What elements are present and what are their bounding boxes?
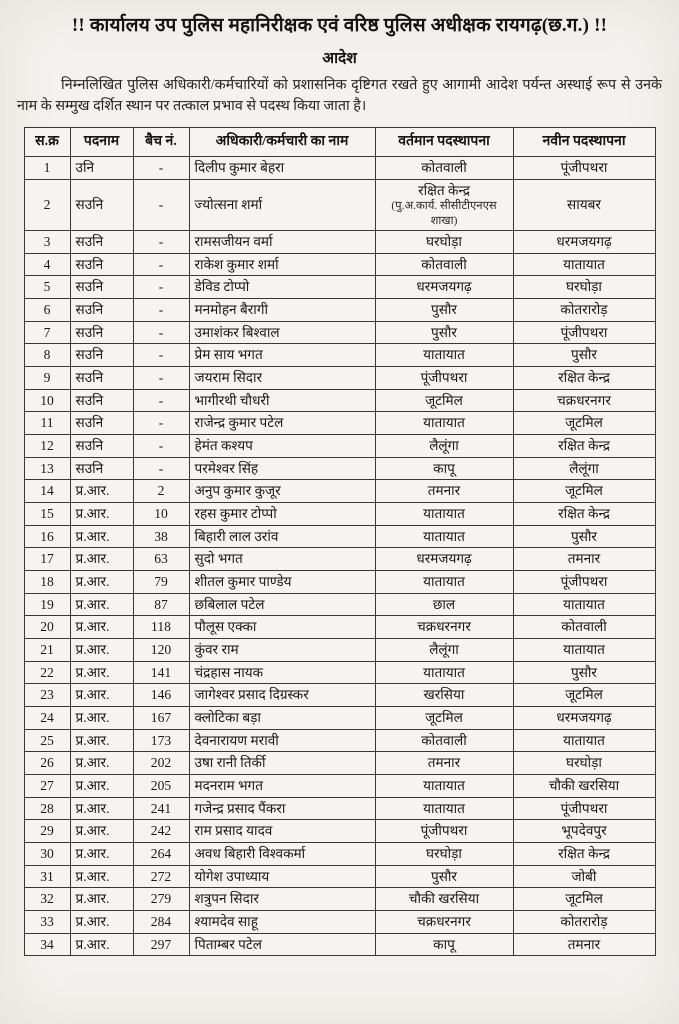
cell-name: मदनराम भगत <box>189 775 375 798</box>
table-row <box>24 457 655 480</box>
cell-serial: 20 <box>24 616 70 639</box>
cell-designation: सउनि <box>70 230 133 253</box>
cell-name: ज्योत्सना शर्मा <box>189 179 375 230</box>
cell-designation: प्र.आर. <box>70 888 133 911</box>
cell-new-posting: जूटमिल <box>513 684 655 707</box>
cell-serial: 34 <box>24 933 70 956</box>
cell-serial: 15 <box>24 502 70 525</box>
table-row <box>24 933 655 956</box>
cell-name: जागेश्वर प्रसाद दिग्रस्कर <box>189 684 375 707</box>
cell-name: योगेश उपाध्याय <box>189 865 375 888</box>
transfer-table-head <box>24 127 655 156</box>
cell-batch-number: 2 <box>133 480 189 503</box>
cell-designation: सउनि <box>70 344 133 367</box>
cell-designation: प्र.आर. <box>70 548 133 571</box>
cell-serial: 14 <box>24 480 70 503</box>
cell-new-posting: घरघोड़ा <box>513 752 655 775</box>
cell-new-posting: लैलूंगा <box>513 457 655 480</box>
cell-current-posting: लैलूंगा <box>375 639 513 662</box>
cell-new-posting: घरघोड़ा <box>513 276 655 299</box>
cell-new-posting: रक्षित केन्द्र <box>513 366 655 389</box>
table-row <box>24 480 655 503</box>
cell-new-posting: कोतरारोड़ <box>513 911 655 934</box>
cell-designation: प्र.आर. <box>70 593 133 616</box>
cell-current-posting: घरघोड़ा <box>375 843 513 866</box>
table-row <box>24 276 655 299</box>
cell-new-posting: धरमजयगढ़ <box>513 230 655 253</box>
cell-serial: 10 <box>24 389 70 412</box>
cell-designation: प्र.आर. <box>70 707 133 730</box>
cell-new-posting: पूंजीपथरा <box>513 321 655 344</box>
cell-batch-number: 146 <box>133 684 189 707</box>
cell-batch-number: 10 <box>133 502 189 525</box>
cell-current-posting: यातायात <box>375 412 513 435</box>
cell-serial: 25 <box>24 729 70 752</box>
cell-current-posting: पूंजीपथरा <box>375 366 513 389</box>
cell-name: राकेश कुमार शर्मा <box>189 253 375 276</box>
cell-name: शीतल कुमार पाण्डेय <box>189 570 375 593</box>
cell-batch-number: - <box>133 298 189 321</box>
cell-new-posting: कोतवाली <box>513 616 655 639</box>
cell-designation: सउनि <box>70 276 133 299</box>
cell-name: रहस कुमार टोप्पो <box>189 502 375 525</box>
cell-serial: 30 <box>24 843 70 866</box>
cell-current-posting-note: (पु.अ.कार्य. सीसीटीएनएस शाखा) <box>391 200 497 227</box>
table-row <box>24 593 655 616</box>
cell-serial: 17 <box>24 548 70 571</box>
cell-name: अनुप कुमार कुजूर <box>189 480 375 503</box>
cell-batch-number: - <box>133 457 189 480</box>
cell-name: बिहारी लाल उरांव <box>189 525 375 548</box>
table-row <box>24 752 655 775</box>
cell-new-posting: पुसौर <box>513 525 655 548</box>
cell-batch-number: - <box>133 179 189 230</box>
cell-current-posting: यातायात <box>375 344 513 367</box>
cell-current-posting: जूटमिल <box>375 389 513 412</box>
cell-batch-number: 297 <box>133 933 189 956</box>
cell-current-posting: पुसौर <box>375 321 513 344</box>
table-row <box>24 797 655 820</box>
cell-designation: उनि <box>70 157 133 180</box>
cell-serial: 8 <box>24 344 70 367</box>
cell-serial: 2 <box>24 179 70 230</box>
cell-designation: प्र.आर. <box>70 661 133 684</box>
cell-current-posting: चक्रधरनगर <box>375 911 513 934</box>
cell-designation: प्र.आर. <box>70 525 133 548</box>
table-row <box>24 298 655 321</box>
table-row <box>24 661 655 684</box>
cell-serial: 11 <box>24 412 70 435</box>
cell-batch-number: 87 <box>133 593 189 616</box>
cell-serial: 7 <box>24 321 70 344</box>
cell-designation: प्र.आर. <box>70 752 133 775</box>
cell-designation: प्र.आर. <box>70 729 133 752</box>
cell-new-posting: यातायात <box>513 253 655 276</box>
table-row <box>24 888 655 911</box>
cell-name: रामसजीयन वर्मा <box>189 230 375 253</box>
cell-new-posting: तमनार <box>513 933 655 956</box>
header-row <box>24 127 655 156</box>
cell-batch-number: - <box>133 389 189 412</box>
cell-batch-number: - <box>133 253 189 276</box>
cell-designation: प्र.आर. <box>70 639 133 662</box>
cell-serial: 18 <box>24 570 70 593</box>
cell-new-posting: सायबर <box>513 179 655 230</box>
cell-new-posting: पुसौर <box>513 344 655 367</box>
cell-current-posting: यातायात <box>375 570 513 593</box>
cell-serial: 1 <box>24 157 70 180</box>
order-heading: आदेश <box>322 50 357 67</box>
cell-batch-number: 141 <box>133 661 189 684</box>
cell-designation: प्र.आर. <box>70 570 133 593</box>
cell-name: देवनारायण मरावी <box>189 729 375 752</box>
cell-new-posting: जूटमिल <box>513 480 655 503</box>
cell-name: उषा रानी तिर्की <box>189 752 375 775</box>
cell-current-posting: लैलूंगा <box>375 434 513 457</box>
cell-current-posting: यातायात <box>375 525 513 548</box>
cell-new-posting: कोतरारोड़ <box>513 298 655 321</box>
table-row <box>24 684 655 707</box>
cell-serial: 19 <box>24 593 70 616</box>
table-row <box>24 157 655 180</box>
cell-name: भागीरथी चौधरी <box>189 389 375 412</box>
cell-name: उमाशंकर बिश्वाल <box>189 321 375 344</box>
cell-name: कुंवर राम <box>189 639 375 662</box>
cell-designation: प्र.आर. <box>70 797 133 820</box>
cell-batch-number: 167 <box>133 707 189 730</box>
cell-serial: 27 <box>24 775 70 798</box>
cell-current-posting: घरघोड़ा <box>375 230 513 253</box>
cell-name: जयराम सिदार <box>189 366 375 389</box>
document-title: !! कार्यालय उप पुलिस महानिरीक्षक एवं वरिष्ठ पुलिस अधीक्षक रायगढ़(छ.ग.) !! <box>71 15 608 36</box>
cell-name: गजेन्द्र प्रसाद पैंकरा <box>189 797 375 820</box>
cell-current-posting: कोतवाली <box>375 253 513 276</box>
cell-serial: 6 <box>24 298 70 321</box>
table-row <box>24 775 655 798</box>
cell-designation: सउनि <box>70 253 133 276</box>
cell-name: पौलूस एक्का <box>189 616 375 639</box>
column-header: वर्तमान पदस्थापना <box>375 127 513 156</box>
cell-batch-number: 241 <box>133 797 189 820</box>
cell-serial: 9 <box>24 366 70 389</box>
cell-name: प्रेम साय भगत <box>189 344 375 367</box>
cell-name: छबिलाल पटेल <box>189 593 375 616</box>
cell-current-posting: खरसिया <box>375 684 513 707</box>
cell-name: श्यामदेव साहू <box>189 911 375 934</box>
table-row <box>24 321 655 344</box>
cell-current-posting: यातायात <box>375 797 513 820</box>
cell-batch-number: 63 <box>133 548 189 571</box>
cell-serial: 31 <box>24 865 70 888</box>
cell-new-posting: धरमजयगढ़ <box>513 707 655 730</box>
cell-serial: 28 <box>24 797 70 820</box>
cell-serial: 16 <box>24 525 70 548</box>
cell-name: चंद्रहास नायक <box>189 661 375 684</box>
cell-batch-number: 279 <box>133 888 189 911</box>
cell-batch-number: 79 <box>133 570 189 593</box>
cell-current-posting: चौकी खरसिया <box>375 888 513 911</box>
cell-new-posting: जूटमिल <box>513 888 655 911</box>
table-row <box>24 502 655 525</box>
column-header: स.क्र <box>24 127 70 156</box>
cell-current-posting: तमनार <box>375 480 513 503</box>
cell-new-posting: रक्षित केन्द्र <box>513 434 655 457</box>
cell-name: दिलीप कुमार बेहरा <box>189 157 375 180</box>
cell-current-posting: कोतवाली <box>375 157 513 180</box>
cell-current-posting: तमनार <box>375 752 513 775</box>
cell-batch-number: 38 <box>133 525 189 548</box>
cell-current-posting: यातायात <box>375 775 513 798</box>
cell-serial: 13 <box>24 457 70 480</box>
cell-new-posting: भूपदेवपुर <box>513 820 655 843</box>
table-row <box>24 253 655 276</box>
column-header: बैच नं. <box>133 127 189 156</box>
cell-serial: 22 <box>24 661 70 684</box>
cell-batch-number: 120 <box>133 639 189 662</box>
cell-designation: प्र.आर. <box>70 820 133 843</box>
table-row <box>24 570 655 593</box>
table-row <box>24 639 655 662</box>
cell-designation: प्र.आर. <box>70 933 133 956</box>
cell-designation: प्र.आर. <box>70 775 133 798</box>
cell-name: परमेश्वर सिंह <box>189 457 375 480</box>
table-row <box>24 865 655 888</box>
cell-name: शत्रुपन सिदार <box>189 888 375 911</box>
cell-designation: सउनि <box>70 298 133 321</box>
table-row <box>24 366 655 389</box>
cell-serial: 12 <box>24 434 70 457</box>
cell-batch-number: - <box>133 157 189 180</box>
cell-new-posting: पूंजीपथरा <box>513 157 655 180</box>
cell-new-posting: पूंजीपथरा <box>513 797 655 820</box>
cell-designation: सउनि <box>70 321 133 344</box>
cell-serial: 32 <box>24 888 70 911</box>
cell-batch-number: 173 <box>133 729 189 752</box>
cell-name: पिताम्बर पटेल <box>189 933 375 956</box>
cell-designation: प्र.आर. <box>70 843 133 866</box>
cell-new-posting: रक्षित केन्द्र <box>513 843 655 866</box>
cell-serial: 5 <box>24 276 70 299</box>
intro-paragraph: निम्नलिखित पुलिस अधिकारी/कर्मचारियों को प्रशासनिक दृष्टिगत रखते हुए आगामी आदेश पर्यन्त अस्थाई रूप से उनके नाम के सम्मुख दर्शित स्थान पर तत्काल प्रभाव से पदस्थ किया जाता है। <box>17 77 662 115</box>
table-row <box>24 434 655 457</box>
cell-batch-number: - <box>133 230 189 253</box>
cell-batch-number: - <box>133 366 189 389</box>
cell-new-posting: पुसौर <box>513 661 655 684</box>
cell-designation: सउनि <box>70 179 133 230</box>
cell-current-posting: पुसौर <box>375 298 513 321</box>
table-row <box>24 344 655 367</box>
cell-batch-number: - <box>133 321 189 344</box>
cell-new-posting: पूंजीपथरा <box>513 570 655 593</box>
column-header: नवीन पदस्थापना <box>513 127 655 156</box>
cell-designation: सउनि <box>70 389 133 412</box>
cell-new-posting: चक्रधरनगर <box>513 389 655 412</box>
cell-current-posting: यातायात <box>375 502 513 525</box>
table-row <box>24 548 655 571</box>
cell-new-posting: रक्षित केन्द्र <box>513 502 655 525</box>
cell-designation: प्र.आर. <box>70 502 133 525</box>
cell-new-posting: यातायात <box>513 729 655 752</box>
cell-serial: 26 <box>24 752 70 775</box>
cell-batch-number: 242 <box>133 820 189 843</box>
cell-batch-number: 202 <box>133 752 189 775</box>
cell-current-posting: यातायात <box>375 661 513 684</box>
cell-designation: प्र.आर. <box>70 616 133 639</box>
cell-serial: 4 <box>24 253 70 276</box>
table-row <box>24 707 655 730</box>
cell-current-posting: छाल <box>375 593 513 616</box>
cell-current-posting: जूटमिल <box>375 707 513 730</box>
cell-serial: 23 <box>24 684 70 707</box>
cell-new-posting: जूटमिल <box>513 412 655 435</box>
table-row <box>24 412 655 435</box>
cell-serial: 29 <box>24 820 70 843</box>
cell-current-posting: धरमजयगढ़ <box>375 548 513 571</box>
cell-name: राम प्रसाद यादव <box>189 820 375 843</box>
cell-serial: 21 <box>24 639 70 662</box>
table-row <box>24 616 655 639</box>
table-row <box>24 525 655 548</box>
column-header: अधिकारी/कर्मचारी का नाम <box>189 127 375 156</box>
cell-new-posting: तमनार <box>513 548 655 571</box>
cell-current-posting: कापू <box>375 457 513 480</box>
cell-new-posting: यातायात <box>513 639 655 662</box>
cell-new-posting: चौकी खरसिया <box>513 775 655 798</box>
cell-current-posting: कोतवाली <box>375 729 513 752</box>
cell-serial: 33 <box>24 911 70 934</box>
cell-name: हेमंत कश्यप <box>189 434 375 457</box>
cell-new-posting: जोबी <box>513 865 655 888</box>
cell-batch-number: 272 <box>133 865 189 888</box>
cell-designation: सउनि <box>70 434 133 457</box>
cell-designation: प्र.आर. <box>70 911 133 934</box>
table-row <box>24 179 655 230</box>
cell-batch-number: - <box>133 344 189 367</box>
cell-designation: प्र.आर. <box>70 480 133 503</box>
cell-designation: प्र.आर. <box>70 684 133 707</box>
cell-designation: सउनि <box>70 412 133 435</box>
cell-current-posting: चक्रधरनगर <box>375 616 513 639</box>
cell-name: अवध बिहारी विश्वकर्मा <box>189 843 375 866</box>
column-header: पदनाम <box>70 127 133 156</box>
cell-name: क्लोटिका बड़ा <box>189 707 375 730</box>
cell-batch-number: 118 <box>133 616 189 639</box>
table-row <box>24 820 655 843</box>
cell-serial: 3 <box>24 230 70 253</box>
table-row <box>24 843 655 866</box>
table-row <box>24 911 655 934</box>
cell-name: राजेन्द्र कुमार पटेल <box>189 412 375 435</box>
cell-batch-number: - <box>133 276 189 299</box>
cell-batch-number: 205 <box>133 775 189 798</box>
cell-designation: सउनि <box>70 457 133 480</box>
cell-designation: प्र.आर. <box>70 865 133 888</box>
cell-current-posting: पुसौर <box>375 865 513 888</box>
cell-batch-number: 264 <box>133 843 189 866</box>
cell-batch-number: - <box>133 412 189 435</box>
transfer-table-body <box>24 157 655 956</box>
cell-new-posting: यातायात <box>513 593 655 616</box>
table-row <box>24 230 655 253</box>
cell-current-posting: रक्षित केन्द्र (पु.अ.कार्य. सीसीटीएनएस शाखा) <box>375 179 513 230</box>
cell-serial: 24 <box>24 707 70 730</box>
cell-current-posting: धरमजयगढ़ <box>375 276 513 299</box>
cell-name: मनमोहन बैरागी <box>189 298 375 321</box>
cell-batch-number: - <box>133 434 189 457</box>
transfer-table <box>24 127 656 957</box>
table-row <box>24 729 655 752</box>
cell-current-posting: पूंजीपथरा <box>375 820 513 843</box>
cell-batch-number: 284 <box>133 911 189 934</box>
cell-current-posting: कापू <box>375 933 513 956</box>
cell-name: डेविड टोप्पो <box>189 276 375 299</box>
cell-designation: सउनि <box>70 366 133 389</box>
table-row <box>24 389 655 412</box>
cell-name: सुदो भगत <box>189 548 375 571</box>
